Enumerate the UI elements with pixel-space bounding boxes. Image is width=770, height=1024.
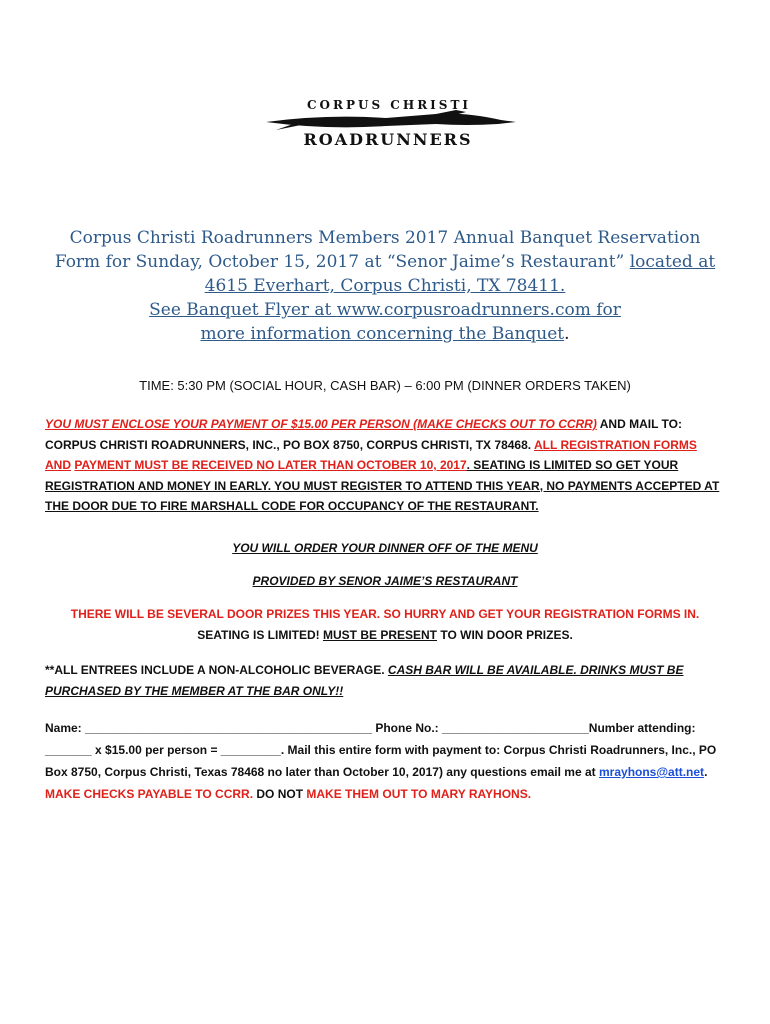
email-link[interactable]: mrayhons@att.net — [599, 765, 705, 779]
checks-payable-text: MAKE CHECKS PAYABLE TO CCRR. — [45, 787, 254, 801]
seating-limited-note: SEATING IS LIMITED! — [197, 627, 323, 642]
entrees-note — [45, 660, 725, 701]
must-be-present-text: MUST BE PRESENT — [322, 627, 437, 642]
title-address[interactable]: 4615 Everhart, Corpus Christi, TX 78411. — [204, 276, 566, 296]
payment-instructions — [45, 414, 725, 517]
roadrunners-logo — [226, 96, 550, 156]
entrees-beverage-text: **ALL ENTREES INCLUDE A NON-ALCOHOLIC BEVERAGE. — [45, 663, 388, 677]
logo-top-text: CORPUS CHRISTI — [307, 98, 471, 112]
menu-line-1: YOU WILL ORDER YOUR DINNER OFF OF THE MENU — [232, 541, 538, 555]
form-period: . — [704, 765, 708, 779]
title-more-info-link[interactable]: more information concerning the Banquet — [200, 324, 565, 344]
registration-form — [45, 717, 725, 805]
payment-mail-to: AND MAIL TO: — [596, 417, 682, 431]
do-not-text: DO NOT — [253, 787, 307, 801]
payment-deadline-text: PAYMENT MUST BE RECEIVED NO LATER THAN OCTOBER 10, 2017 — [74, 458, 467, 472]
website-link[interactable]: www.corpusroadrunners.com — [336, 300, 591, 320]
title-flyer-text[interactable]: See Banquet Flyer at — [149, 300, 337, 320]
title-line-1: Corpus Christi Roadrunners Members 2017 Annual Banquet Reservation — [69, 228, 701, 248]
title-line-5 — [40, 322, 730, 346]
door-prizes — [45, 604, 725, 645]
title-location-link[interactable]: located at — [629, 252, 716, 272]
title-for-text[interactable]: for — [590, 300, 621, 320]
door-prizes-line-1: THERE WILL BE SEVERAL DOOR PRIZES THIS YEAR. SO HURRY AND GET YOUR REGISTRATION FORMS IN. — [70, 607, 700, 621]
event-time: TIME: 5:30 PM (SOCIAL HOUR, CASH BAR) – 6:00 PM (DINNER ORDERS TAKEN) — [139, 378, 631, 393]
form-title — [40, 226, 730, 346]
registration-forms-text: ALL REGISTRATION FORMS AND — [45, 437, 697, 472]
form-end-period: . — [527, 787, 532, 801]
payment-amount-text: YOU MUST ENCLOSE YOUR PAYMENT OF $15.00 PER PERSON (MAKE CHECKS OUT TO CCRR) — [45, 417, 597, 431]
door-prizes-line-2 — [45, 625, 725, 646]
seating-limited-text: . SEATING IS LIMITED SO GET YOUR REGISTRATION AND MONEY IN EARLY. YOU MUST REGISTER TO ATTEND THIS YEAR, NO PAYMENTS ACCEPTED AT THE DOOR DUE TO FIRE MARSHALL CODE FOR OCCUPANCY OF THE RESTAURANT. — [45, 458, 720, 513]
roadrunner-bird-icon — [266, 110, 516, 132]
title-period: . — [564, 324, 570, 344]
menu-line-2: PROVIDED BY SENOR JAIME’S RESTAURANT — [252, 574, 518, 588]
cash-bar-text: CASH BAR WILL BE AVAILABLE. DRINKS MUST BE PURCHASED BY THE MEMBER AT THE BAR ONLY!! — [45, 663, 684, 698]
mary-rayhons-text: MAKE THEM OUT TO MARY RAYHONS — [306, 787, 528, 801]
payment-address: CORPUS CHRISTI ROADRUNNERS, INC., PO BOX 8750, CORPUS CHRISTI, TX 78468. — [45, 437, 534, 452]
logo-bottom-text: ROADRUNNERS — [303, 130, 473, 149]
title-line-2 — [40, 250, 730, 274]
title-line-2-text: Form for Sunday, October 15, 2017 at “Senor Jaime’s Restaurant” — [54, 252, 630, 272]
form-fields-text: Name: ___________________________________________ Phone No.: ______________________Number attending: _______ x $15.00 per person = _________. Mail this entire form with payment to: Corpus Christi Roadrunners, Inc., PO Box 8750, Corpus Christi, Texas 78468 no later than October 10, 2017) any questions email me at — [45, 721, 717, 779]
win-prizes-text: TO WIN DOOR PRIZES. — [437, 627, 573, 642]
title-line-4 — [40, 298, 730, 322]
